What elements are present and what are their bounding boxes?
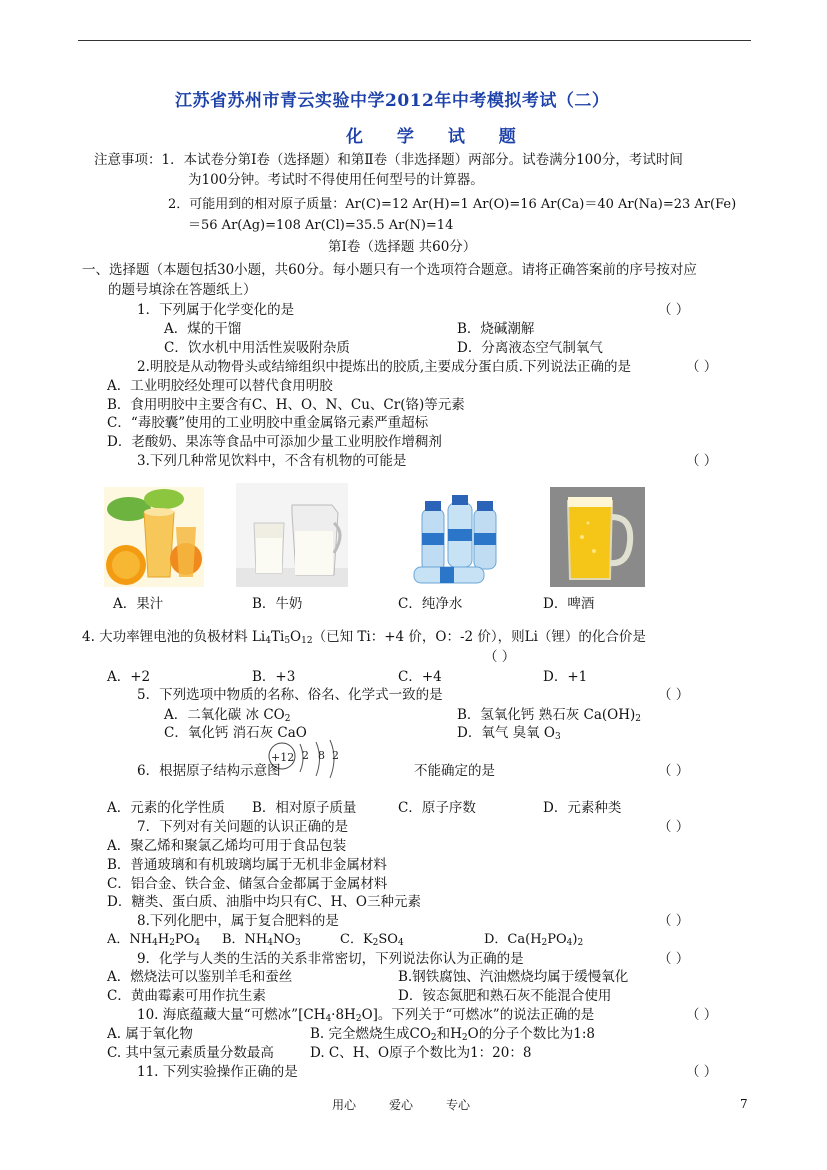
q7-answer-blank[interactable]: （ ） xyxy=(658,819,690,835)
q4-option-d[interactable]: D．+1 xyxy=(543,669,588,685)
q5-stem: 5．下列选项中物质的名称、俗名、化学式一致的是 xyxy=(137,687,443,703)
q2-option-b[interactable]: B．食用明胶中主要含有C、H、O、N、Cu、Cr(铬)等元素 xyxy=(107,397,465,413)
q10-option-c[interactable]: C. 其中氢元素质量分数最高 xyxy=(107,1045,274,1061)
q1-option-b[interactable]: B．烧碱潮解 xyxy=(457,321,535,337)
q3-stem: 3.下列几种常见饮料中，不含有机物的可能是 xyxy=(137,453,407,469)
q7-option-b[interactable]: B．普通玻璃和有机玻璃均属于无机非金属材料 xyxy=(107,857,387,873)
q10-option-b[interactable]: B. 完全燃烧生成$CO_2$和$H_2O$的分子个数比为1:8 xyxy=(310,1026,595,1043)
q1-option-a[interactable]: A．煤的干馏 xyxy=(164,321,242,337)
q4-stem: 4. 大功率锂电池的负极材料 $Li_4Ti_5O_{12}$（已知 Ti：+4 价，O：-2 价），则Li（锂）的化合价是 xyxy=(82,629,646,646)
q7-option-a[interactable]: A．聚乙烯和聚氯乙烯均可用于食品包装 xyxy=(107,838,347,854)
footer-text-3: 专心 xyxy=(446,1098,471,1112)
q8-option-b[interactable]: B．$NH_4NO_3$ xyxy=(222,932,301,948)
q7-stem: 7．下列对有关问题的认识正确的是 xyxy=(137,819,349,835)
q8-option-c[interactable]: C．$K_2SO_4$ xyxy=(340,932,404,948)
q4-answer-blank[interactable]: （ ） xyxy=(484,649,516,665)
header-rule xyxy=(78,40,751,41)
q10-stem: 10. 海底蕴藏大量“可燃冰$”[CH_4\cdot 8H_2O]$。下列关于“可燃冰”的说法正确的是 xyxy=(137,1007,595,1024)
note-2b: ＝56 Ar(Ag)=108 Ar(Cl)=35.5 Ar(N)=14 xyxy=(188,218,454,233)
q2-option-c[interactable]: C．“毒胶囊”使用的工业明胶中重金属铬元素严重超标 xyxy=(107,415,429,431)
part-1-heading: 第Ⅰ卷（选择题 共60分） xyxy=(328,239,477,255)
q3-option-c[interactable]: C．纯净水 xyxy=(398,596,463,612)
note-2a: 2．可能用到的相对原子质量：Ar(C)=12 Ar(H)=1 Ar(O)=16 Ar(Ca)＝40 Ar(Na)=23 Ar(Fe) xyxy=(168,197,737,212)
note-1b: 为100分钟。考试时不得使用任何型号的计算器。 xyxy=(188,172,484,188)
q2-option-d[interactable]: D．老酸奶、果冻等食品中可添加少量工业明胶作增稠剂 xyxy=(107,434,442,450)
juice-image[interactable] xyxy=(104,487,204,587)
q2-stem: 2.明胶是从动物骨头或结缔组织中提炼出的胶质,主要成分蛋白质.下列说法正确的是 xyxy=(137,359,631,375)
q11-stem: 11. 下列实验操作正确的是 xyxy=(137,1064,298,1080)
page-title: 江苏省苏州市青云实验中学2012年中考模拟考试（二） xyxy=(175,91,610,111)
q7-option-c[interactable]: C．铝合金、铁合金、储氢合金都属于金属材料 xyxy=(107,876,388,892)
atom-electrons-shell-2: 8 xyxy=(318,749,325,762)
q5-option-c[interactable]: C．氧化钙 消石灰 CaO xyxy=(164,725,307,741)
q6-option-d[interactable]: D．元素种类 xyxy=(543,800,622,816)
q3-answer-blank[interactable]: （ ） xyxy=(686,453,718,469)
q5-answer-blank[interactable]: （ ） xyxy=(658,687,690,703)
q8-stem: 8.下列化肥中，属于复合肥料的是 xyxy=(137,913,339,929)
page-subtitle: 化 学 试 题 xyxy=(346,127,530,147)
q3-option-a[interactable]: A．果汁 xyxy=(113,596,164,612)
q9-option-d[interactable]: D．铵态氮肥和熟石灰不能混合使用 xyxy=(398,988,612,1004)
q11-answer-blank[interactable]: （ ） xyxy=(686,1064,718,1080)
q6-option-a[interactable]: A．元素的化学性质 xyxy=(107,800,225,816)
q7-option-d[interactable]: D．糖类、蛋白质、油脂中均只有C、H、O三种元素 xyxy=(107,894,421,910)
section-instruction-1: 一、选择题（本题包括30小题，共60分。每小题只有一个选项符合题意。请将正确答案前的序号按对应 xyxy=(82,262,697,278)
section-instruction-2: 的题号填涂在答题纸上） xyxy=(108,282,257,298)
q10-option-d[interactable]: D. C、H、O原子个数比为1：20：8 xyxy=(310,1045,532,1061)
note-1a: 注意事项：1．本试卷分第Ⅰ卷（选择题）和第Ⅱ卷（非选择题）两部分。试卷满分100分，考试时间 xyxy=(94,152,683,168)
q4-option-c[interactable]: C．+4 xyxy=(398,669,442,685)
q9-answer-blank[interactable]: （ ） xyxy=(658,951,690,967)
q4-option-a[interactable]: A．+2 xyxy=(107,669,151,685)
q10-answer-blank[interactable]: （ ） xyxy=(686,1007,718,1023)
q6-answer-blank[interactable]: （ ） xyxy=(658,763,690,779)
milk-image[interactable] xyxy=(236,483,348,587)
q9-stem: 9．化学与人类的生活的关系非常密切，下列说法你认为正确的是 xyxy=(137,951,524,967)
footer-text-1: 用心 xyxy=(332,1098,357,1112)
q9-option-c[interactable]: C．黄曲霉素可用作抗生素 xyxy=(107,988,266,1004)
atom-nucleus-label: +12 xyxy=(271,751,295,764)
q9-option-a[interactable]: A．燃烧法可以鉴别羊毛和蚕丝 xyxy=(107,969,293,985)
q4-option-b[interactable]: B．+3 xyxy=(252,669,296,685)
q5-option-a[interactable]: A．二氧化碳 冰 $CO_2$ xyxy=(164,707,291,724)
q2-option-a[interactable]: A．工业明胶经处理可以替代食用明胶 xyxy=(107,378,333,394)
q1-answer-blank[interactable]: （ ） xyxy=(658,302,690,318)
q8-answer-blank[interactable]: （ ） xyxy=(658,913,690,929)
q8-option-d[interactable]: D．$Ca(H_2PO_4)_2$ xyxy=(484,932,584,948)
beer-image[interactable] xyxy=(550,487,645,587)
atom-electrons-shell-3: 2 xyxy=(332,749,339,762)
q6-option-c[interactable]: C．原子序数 xyxy=(398,800,476,816)
atom-electrons-shell-1: 2 xyxy=(302,749,309,762)
q6-stem: 6．根据原子结构示意图 xyxy=(137,763,281,779)
water-image[interactable] xyxy=(408,487,504,587)
q1-option-c[interactable]: C．饮水机中用活性炭吸附杂质 xyxy=(164,340,350,356)
q9-option-b[interactable]: B.钢铁腐蚀、汽油燃烧均属于缓慢氧化 xyxy=(398,969,629,985)
q6-stem-2: 不能确定的是 xyxy=(414,763,495,779)
q5-option-b[interactable]: B．氢氧化钙 熟石灰 $Ca(OH)_2$ xyxy=(457,707,641,724)
q1-option-d[interactable]: D．分离液态空气制氧气 xyxy=(457,340,603,356)
q3-option-b[interactable]: B．牛奶 xyxy=(252,596,303,612)
q5-option-d[interactable]: D．氧气 臭氧 $O_3$ xyxy=(457,725,561,742)
q3-option-d[interactable]: D．啤酒 xyxy=(543,596,595,612)
q1-stem: 1．下列属于化学变化的是 xyxy=(137,302,295,318)
page-number: 7 xyxy=(740,1097,748,1111)
q8-option-a[interactable]: A．$NH_4H_2PO_4$ xyxy=(107,932,201,948)
q6-option-b[interactable]: B．相对原子质量 xyxy=(252,800,357,816)
footer-text-2: 爱心 xyxy=(389,1098,414,1112)
q10-option-a[interactable]: A. 属于氧化物 xyxy=(107,1026,193,1042)
q2-answer-blank[interactable]: （ ） xyxy=(686,359,718,375)
